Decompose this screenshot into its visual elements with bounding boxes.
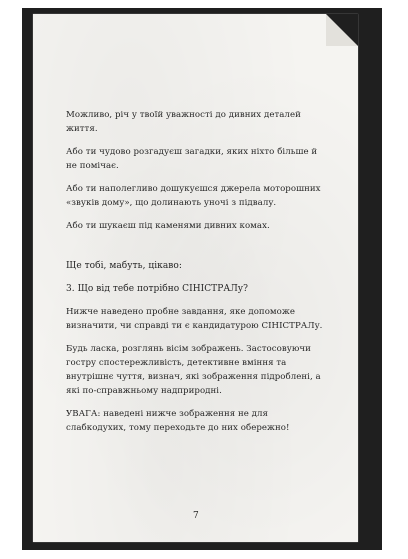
document-body bbox=[66, 108, 324, 444]
paragraph-7: Нижче наведено пробне завдання, яке допоможе визначити, чи справді ти є кандидатурою СІНІСТРАЛу. bbox=[66, 307, 323, 331]
paragraph-4: Або ти шукаєш під каменями дивних комах. bbox=[66, 221, 270, 231]
paragraph-8: Будь ласка, розглянь вісім зображень. Застосовуючи гостру спостережливість, детективне вміння та внутрішнє чуття, визнач, які зображення підроблені, а які по-справжньому надприродні. bbox=[66, 344, 321, 396]
question-heading: 3. Що від тебе потрібно СІНІСТРАЛу? bbox=[66, 284, 248, 294]
paragraph-1: Можливо, річ у твоїй уважності до дивних деталей життя. bbox=[66, 110, 301, 134]
page-number: 7 bbox=[193, 511, 199, 521]
document-page bbox=[33, 14, 358, 542]
paragraph-5: Ще тобі, мабуть, цікаво: bbox=[66, 261, 182, 271]
folded-corner bbox=[326, 14, 358, 46]
paragraph-3: Або ти наполегливо дошукуєшся джерела моторошних «звуків дому», що долинають уночі з підвалу. bbox=[66, 184, 321, 208]
warning-paragraph: УВАГА: наведені нижче зображення не для слабкодухих, тому переходьте до них обережно! bbox=[66, 409, 290, 433]
paragraph-2: Або ти чудово розгадуєш загадки, яких ніхто більше й не помічає. bbox=[66, 147, 318, 171]
